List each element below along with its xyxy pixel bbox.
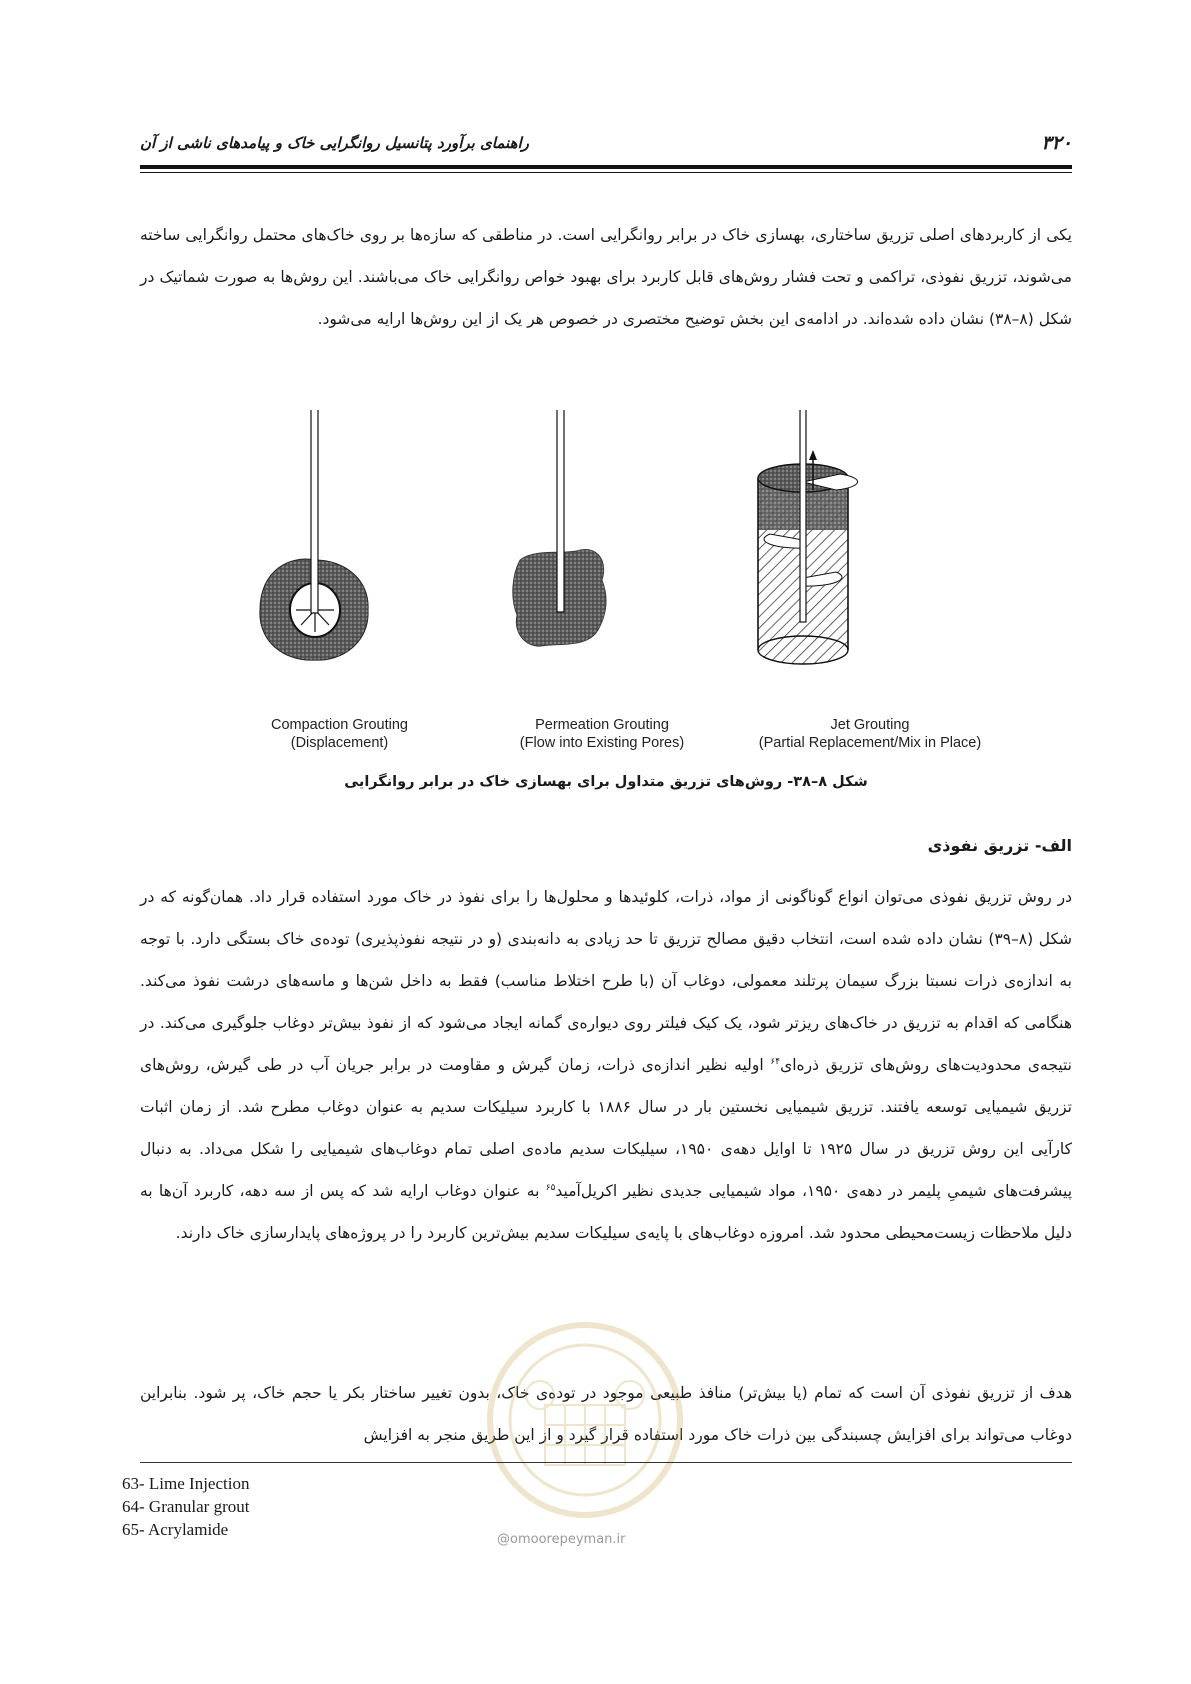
paragraph-text: اولیه نظیر اندازه‌ی ذرات، زمان گیرش و مقاومت در برابر جریان آب در طی گیرش، روش‌های تزریق شیمیایی توسعه یافتند. تزریق شیمیایی نخستین بار در سال ۱۸۸۶ با کاربرد سیلیکات سدیم به عنوان دوغاب مطرح شد. از زمان اثبات کارآیی این روش تزریق در سال ۱۹۲۵ تا اوایل دهه‌ی ۱۹۵۰، سیلیکات سدیم ماده‌ی اصلی تمام دوغاب‌های شیمیایی را شکل می‌داد. به دنبال پیشرفت‌های شیمیِ پلیمر در دهه‌ی ۱۹۵۰، مواد شیمیایی جدیدی نظیر اکریل‌آمید — [140, 1056, 1073, 1200]
compaction-title: Compaction Grouting — [270, 717, 408, 733]
header-rule-thin — [140, 172, 1072, 173]
running-title: راهنمای برآورد پتانسیل روانگرایی خاک و پیامدهای ناشی از آن — [140, 134, 529, 152]
compaction-grouting-sketch — [260, 410, 368, 660]
permeation-title: Permeation Grouting — [535, 717, 669, 733]
jet-subtitle: (Partial Replacement/Mix in Place) — [758, 735, 982, 751]
footnote-63: 63- Lime Injection — [122, 1474, 250, 1493]
intro-paragraph: یکی از کاربردهای اصلی تزریق ساختاری، بهسازی خاک در برابر روانگرایی است. در مناطقی که سازه‌ها بر روی خاک‌های محتمل روانگرایی ساخته می‌شوند، تزریق نفوذی، تراکمی و تحت فشار روش‌های قابل کاربرد برای بهبود خواص روانگرایی خاک می‌باشند. این روش‌ها به صورت شماتیک در شکل (۸–۳۸) نشان داده شده‌اند. در ادامه‌ی این بخش توضیح مختصری در خصوص هر یک از این روش‌ها ارایه می‌شود. — [140, 226, 1072, 328]
paragraph-text: در روش تزریق نفوذی می‌توان انواع گوناگونی از مواد، ذرات، کلوئیدها و محلول‌ها را برای نفوذ در خاک مورد استفاده قرار داد. همان‌گونه که در شکل (۸–۳۹) نشان داده شده است، انتخاب دقیق مصالح تزریق تا حد زیادی به دانه‌بندی (و در نتیجه نفوذپذیری) توده‌ی خاک بستگی دارد. با توجه به اندازه‌ی ذرات نسبتا بزرگ سیمان پرتلند معمولی، دوغاب آن (با طرح اختلاط مناسب) فقط به داخل شن‌ها و ماسه‌های درشت نفوذ می‌کند. هنگامی که اقدام به تزریق در خاک‌های ریزتر شود، یک کیک فیلتر روی دیواره‌ی گمانه ایجاد می‌شود که از نفوذ بیش‌تر دوغاب جلوگیری می‌کند. در نتیجه‌ی محدودیت‌های روش‌های تزریق ذره‌ای — [140, 888, 1072, 1074]
paragraph-text: به عنوان دوغاب ارایه شد که پس از سه دهه، کاربرد آن‌ها به دلیل ملاحظات زیست‌محیطی محدود شد. امروزه دوغاب‌های با پایه‌ی سیلیکات سدیم بیش‌ترین کاربرد را در پروژه‌های پایدارسازی خاک دارند. — [140, 1182, 1072, 1242]
watermark-url: @omoorepeyman.ir — [497, 1532, 626, 1547]
figure-caption: شکل ۸–۳۸- روش‌های تزریق متداول برای بهسازی خاک در برابر روانگرایی — [344, 774, 868, 790]
figure-label-compaction — [232, 716, 447, 752]
jet-grouting-sketch — [758, 410, 858, 664]
grouting-diagram — [230, 410, 1030, 690]
page-header — [140, 128, 1072, 162]
figure-label-jet — [735, 716, 1005, 752]
footnote-65: 65- Acrylamide — [122, 1520, 229, 1539]
permeation-grouting-sketch — [513, 410, 606, 646]
footnotes — [122, 1472, 249, 1541]
page-number: ۳۲۰ — [1041, 132, 1072, 154]
section-heading: الف- تزریق نفوذی — [927, 836, 1072, 855]
figure-label-permeation — [492, 716, 712, 752]
footnote-ref-64: ۶۴ — [770, 1056, 781, 1067]
compaction-subtitle: (Displacement) — [290, 735, 389, 751]
footnote-rule — [140, 1462, 1072, 1463]
permeation-subtitle: (Flow into Existing Pores) — [519, 735, 685, 751]
goal-paragraph: هدف از تزریق نفوذی آن است که تمام (یا بیش‌تر) منافذ طبیعی موجود در توده‌ی خاک، بدون تغییر ساختار بکر یا حجم خاک، پر شود. بنابراین دوغاب می‌تواند برای افزایش چسبندگی بین ذرات خاک مورد استفاده قرار گیرد و از این طریق منجر به افزایش — [140, 1384, 1072, 1444]
grouting-figure — [230, 410, 1030, 690]
header-rule — [140, 165, 1072, 169]
watermark-logo — [480, 1310, 690, 1550]
footnote-ref-65: ۶۵ — [545, 1182, 556, 1193]
footnote-64: 64- Granular grout — [122, 1497, 250, 1516]
jet-title: Jet Grouting — [830, 717, 910, 733]
permeation-paragraph — [140, 876, 1072, 1254]
